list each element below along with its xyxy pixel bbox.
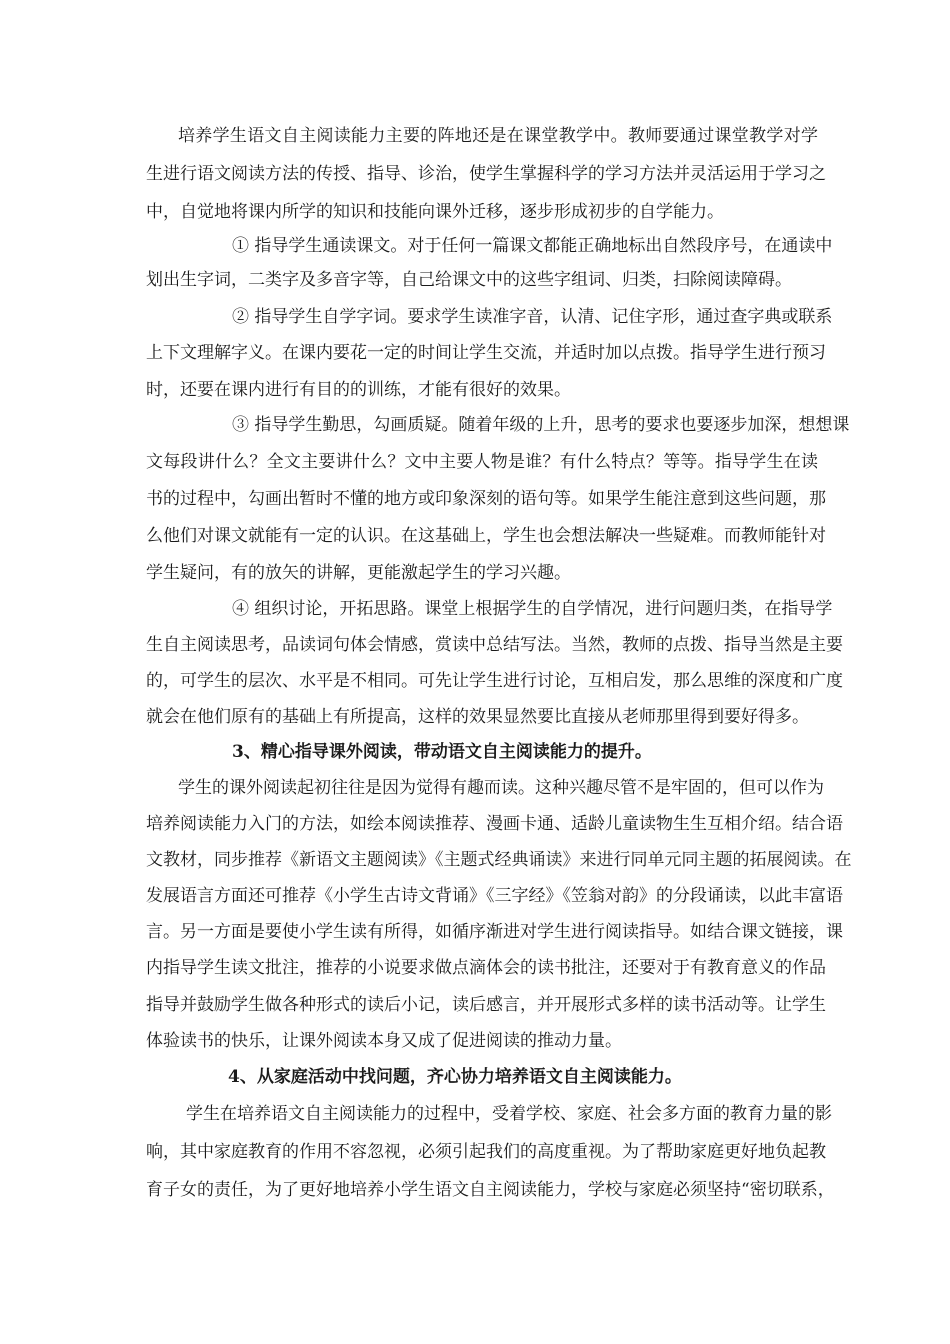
paragraph-6-line-3: 文教材，同步推荐《新语文主题阅读》《主题式经典诵读》来进行同单元同主题的拓展阅读。在 [146,850,852,870]
paragraph-1-line-1: 培养学生语文自主阅读能力主要的阵地还是在课堂教学中。教师要通过课堂教学对学 [178,126,818,146]
paragraph-1-line-2: 生进行语文阅读方法的传授、指导、诊治，使学生掌握科学的学习方法并灵活运用于学习之 [146,164,826,184]
paragraph-1-line-3: 中，自觉地将课内所学的知识和技能向课外迁移，逐步形成初步的自学能力。 [146,202,724,222]
paragraph-4-line-4: 么他们对课文就能有一定的认识。在这基础上，学生也会想法解决一些疑难。而教师能针对 [146,526,826,546]
paragraph-3-line-3: 时，还要在课内进行有目的的训练，才能有很好的效果。 [146,380,571,400]
paragraph-4-line-5: 学生疑问，有的放矢的讲解，更能激起学生的学习兴趣。 [146,563,571,583]
paragraph-5-line-4: 就会在他们原有的基础上有所提高，这样的效果显然要比直接从老师那里得到要好得多。 [146,707,809,727]
paragraph-4-line-1: ③ 指导学生勤思，勾画质疑。随着年级的上升，思考的要求也要逐步加深，想想课 [232,415,850,435]
paragraph-4-line-2: 文每段讲什么？全文主要讲什么？文中主要人物是谁？有什么特点？等等。指导学生在读 [146,452,818,472]
paragraph-6-line-7: 指导并鼓励学生做各种形式的读后小记，读后感言，并开展形式多样的读书活动等。让学生 [146,995,826,1015]
paragraph-7-line-1: 学生在培养语文自主阅读能力的过程中，受着学校、家庭、社会多方面的教育力量的影 [186,1104,832,1124]
paragraph-6-line-8: 体验读书的快乐，让课外阅读本身又成了促进阅读的推动力量。 [146,1031,622,1051]
paragraph-6-line-2: 培养阅读能力入门的方法，如绘本阅读推荐、漫画卡通、适龄儿童读物生生互相介绍。结合语 [146,814,843,834]
section-heading-3: 3、精心指导课外阅读，带动语文自主阅读能力的提升。 [232,742,652,762]
paragraph-5-line-2: 生自主阅读思考，品读词句体会情感，赏读中总结写法。当然，教师的点拨、指导当然是主要 [146,635,843,655]
paragraph-2-line-1: ① 指导学生通读课文。对于任何一篇课文都能正确地标出自然段序号，在通读中 [232,236,833,256]
section-heading-4: 4、从家庭活动中找问题，齐心协力培养语文自主阅读能力。 [228,1067,682,1087]
paragraph-3-line-2: 上下文理解字义。在课内要花一定的时间让学生交流，并适时加以点拨。指导学生进行预习 [146,343,826,363]
paragraph-6-line-5: 言。另一方面是要使小学生读有所得，如循序渐进对学生进行阅读指导。如结合课文链接，课 [146,922,843,942]
paragraph-5-line-1: ④ 组织讨论，开拓思路。课堂上根据学生的自学情况，进行问题归类，在指导学 [232,599,833,619]
paragraph-5-line-3: 的，可学生的层次、水平是不相同。可先让学生进行讨论，互相启发，那么思维的深度和广度 [146,671,843,691]
paragraph-4-line-3: 书的过程中，勾画出暂时不懂的地方或印象深刻的语句等。如果学生能注意到这些问题，那 [146,489,826,509]
paragraph-6-line-1: 学生的课外阅读起初往往是因为觉得有趣而读。这种兴趣尽管不是牢固的，但可以作为 [178,778,824,798]
paragraph-7-line-3: 育子女的责任，为了更好地培养小学生语文自主阅读能力，学校与家庭必须坚持“密切联系， [146,1180,835,1200]
paragraph-3-line-1: ② 指导学生自学字词。要求学生读准字音，认清、记住字形，通过查字典或联系 [232,307,833,327]
paragraph-6-line-4: 发展语言方面还可推荐《小学生古诗文背诵》《三字经》《笠翁对韵》的分段诵读，以此丰富语 [146,886,843,906]
paragraph-2-line-2: 划出生字词，二类字及多音字等，自己给课文中的这些字组词、归类，扫除阅读障碍。 [146,270,792,290]
paragraph-6-line-6: 内指导学生读文批注，推荐的小说要求做点滴体会的读书批注，还要对于有教育意义的作品 [146,958,826,978]
paragraph-7-line-2: 响，其中家庭教育的作用不容忽视，必须引起我们的高度重视。为了帮助家庭更好地负起教 [146,1142,826,1162]
